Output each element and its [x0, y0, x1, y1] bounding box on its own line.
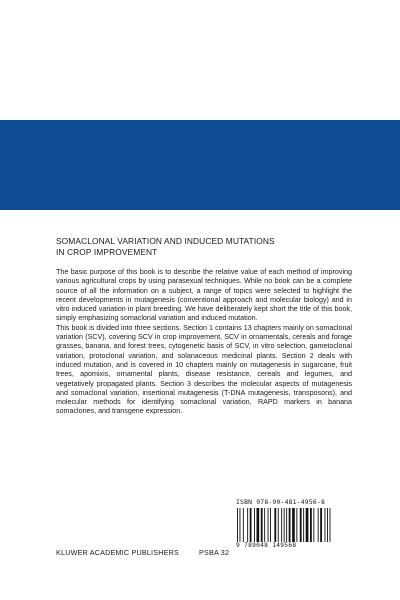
book-title-line-2: IN CROP IMPROVEMENT	[56, 247, 158, 257]
description	[56, 268, 352, 417]
blue-cover-band	[0, 120, 400, 210]
book-title-line-1: SOMACLONAL VARIATION AND INDUCED MUTATIONS	[56, 236, 275, 246]
barcode-bars	[236, 508, 342, 542]
publisher-name: KLUWER ACADEMIC PUBLISHERS	[56, 548, 180, 557]
description-paragraph-2: This book is divided into three sections. Section 1 contains 13 chapters mainly on somaclonal variation (SCV), covering SCV in crop improvement, SCV in ornamentals, cereals and forage grasses, banana, and forest trees, cytogenetic basis of SCV, in vitro selection, gametoclonal variation, protoclonal variation, and solanaceous medicinal plants. Section 2 deals with induced mutation, and is covered in 10 chapters mainly on mutagenesis in sugarcane, fruit trees, apomixis, ornamental plants, disease resistance, cereals and legumes, and vegetatively propagated plants. Section 3 describes the molecular aspects of mutagenesis and somaclonal variation, insertional mutagenesis (T-DNA mutagenesis, transposons), and molecular methods for identifying somaclonal variation, RAPD markers in banana somaclones, and transgene expression.	[56, 323, 352, 416]
barcode-number: 9 789048 149568	[236, 542, 297, 549]
barcode-image	[236, 508, 342, 542]
series-code: PSBA 32	[199, 548, 230, 557]
description-paragraph-1: The basic purpose of this book is to describe the relative value of each method of improving various agricultural crops by using parasexual techniques. While no book can be a complete source of all the information on a subject, a range of topics were selected to highlight the recent developments in mutagenesis (conventional approach and molecular biology) and in vitro induced variation in plant breeding. We have deliberately kept short the title of this book, simply emphasizing somaclonal variation and induced mutation.	[56, 268, 352, 323]
top-cover-area	[0, 0, 400, 120]
book-title	[56, 236, 356, 258]
barcode-block	[236, 498, 342, 550]
isbn-label: ISBN 978-90-481-4956-8	[236, 498, 326, 506]
